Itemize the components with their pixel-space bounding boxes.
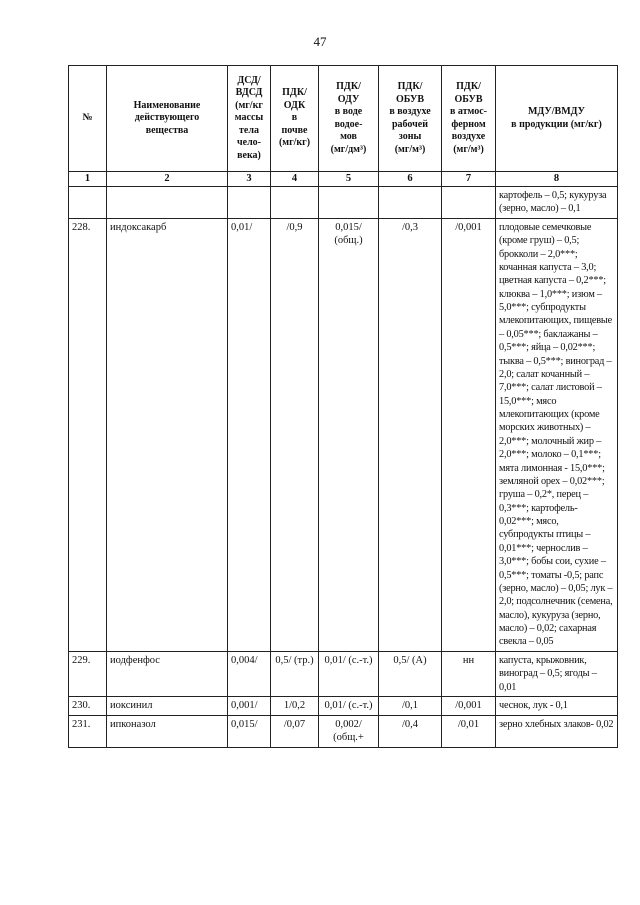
header-substance-name: Наименование действующего вещества [107, 66, 228, 172]
water-value: 0,01/ (с.-т.) [319, 651, 379, 696]
substance-name: иодфенфос [107, 651, 228, 696]
soil-value [271, 187, 319, 219]
table-row-231 [69, 715, 618, 747]
atm-air-value [442, 187, 496, 219]
substance-name: индоксакарб [107, 218, 228, 651]
work-air-value: /0,1 [379, 696, 442, 715]
header-soil: ПДК/ ОДК в почве (мг/кг) [271, 66, 319, 172]
soil-value: 1/0,2 [271, 696, 319, 715]
water-value [319, 187, 379, 219]
mdu-value: зерно хлебных злаков- 0,02 [496, 715, 618, 747]
pesticide-table [68, 65, 618, 748]
row-number: 229. [69, 651, 107, 696]
atm-air-value: нн [442, 651, 496, 696]
work-air-value: /0,3 [379, 218, 442, 651]
dsd-value: 0,01/ [228, 218, 271, 651]
column-number: 2 [107, 172, 228, 187]
row-number [69, 187, 107, 219]
water-value: 0,015/ (общ.) [319, 218, 379, 651]
header-atm-air: ПДК/ ОБУВ в атмос- ферном воздухе (мг/м³) [442, 66, 496, 172]
table-row-228 [69, 218, 618, 651]
header-work-air: ПДК/ ОБУВ в воздухе рабочей зоны (мг/м³) [379, 66, 442, 172]
column-number: 8 [496, 172, 618, 187]
work-air-value: 0,5/ (А) [379, 651, 442, 696]
water-value: 0,002/ (общ.+ [319, 715, 379, 747]
mdu-value: капуста, крыжовник, виноград – 0,5; ягоды – 0,01 [496, 651, 618, 696]
column-number: 1 [69, 172, 107, 187]
soil-value: /0,07 [271, 715, 319, 747]
work-air-value: /0,4 [379, 715, 442, 747]
atm-air-value: /0,001 [442, 218, 496, 651]
row-number: 230. [69, 696, 107, 715]
soil-value: 0,5/ (тр.) [271, 651, 319, 696]
water-value: 0,01/ (с.-т.) [319, 696, 379, 715]
table-row-continuation [69, 187, 618, 219]
atm-air-value: /0,01 [442, 715, 496, 747]
dsd-value: 0,015/ [228, 715, 271, 747]
row-number: 231. [69, 715, 107, 747]
header-row [69, 66, 618, 172]
mdu-value: картофель – 0,5; кукуруза (зерно, масло) – 0,1 [496, 187, 618, 219]
work-air-value [379, 187, 442, 219]
dsd-value: 0,004/ [228, 651, 271, 696]
column-number-row [69, 172, 618, 187]
mdu-value: плодовые семечковые (кроме груш) – 0,5; брокколи – 2,0***; кочанная капуста – 3,0; цветная капуста – 0,2***; клюква – 1,0***; изюм – 5,0***; субпродукты млекопитающих, пищевые – 0,05***; баклажаны – 0,5***; яйца – 0,02***; тыква – 0,5***; виноград – 2,0; салат кочанный – 7,0***; салат листовой – 15,0***; мясо млекопитающих (кроме морских животных) – 2,0***; молочный жир – 2,0***; молоко – 0,1***; мята лимонная - 15,0***; земляной орех – 0,02***; груша – 0,2*, перец – 0,3***; картофель- 0,02***; мясо, субпродукты птицы – 0,01***; чернослив – 3,0***; бобы сои, сухие – 0,5***; томаты -0,5; рапс (зерно, масло) – 0,05; лук – 2,0; подсолнечник (семена, масло), кукуруза (зерно, масло) – 0,02; сахарная свекла – 0,05 [496, 218, 618, 651]
row-number: 228. [69, 218, 107, 651]
substance-name: ипконазол [107, 715, 228, 747]
soil-value: /0,9 [271, 218, 319, 651]
header-mdu: МДУ/ВМДУ в продукции (мг/кг) [496, 66, 618, 172]
substance-name [107, 187, 228, 219]
header-dsd: ДСД/ ВДСД (мг/кг массы тела чело- века) [228, 66, 271, 172]
atm-air-value: /0,001 [442, 696, 496, 715]
dsd-value: 0,001/ [228, 696, 271, 715]
column-number: 4 [271, 172, 319, 187]
table-row-229 [69, 651, 618, 696]
header-number: № [69, 66, 107, 172]
column-number: 5 [319, 172, 379, 187]
substance-name: иоксинил [107, 696, 228, 715]
header-water: ПДК/ ОДУ в воде водое- мов (мг/дм³) [319, 66, 379, 172]
column-number: 7 [442, 172, 496, 187]
mdu-value: чеснок, лук - 0,1 [496, 696, 618, 715]
page-number: 47 [313, 34, 327, 49]
dsd-value [228, 187, 271, 219]
table-row-230 [69, 696, 618, 715]
column-number: 3 [228, 172, 271, 187]
column-number: 6 [379, 172, 442, 187]
